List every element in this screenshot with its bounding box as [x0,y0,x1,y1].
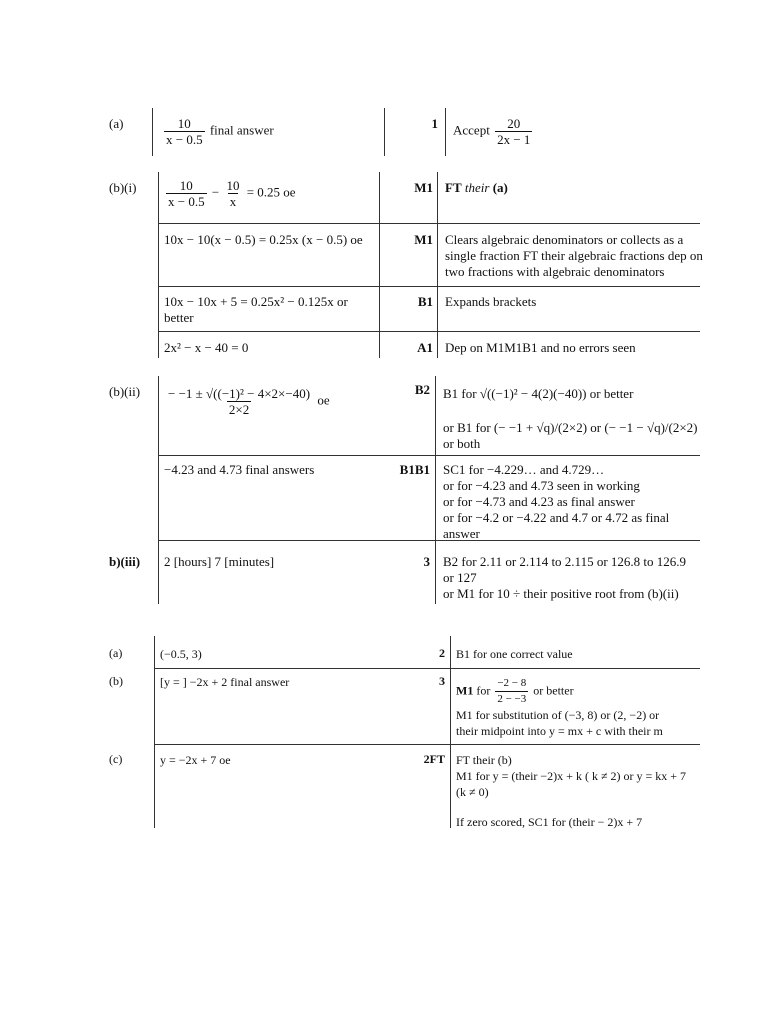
bii-row1-answer: $\frac{\text{− −1 ± √((−1)² − 4×2×−40)}}{2\times 2}$ oe [168,386,330,417]
q2-a-mark: 2 [439,646,445,660]
row-divider [154,668,700,669]
bi-row3-mark: B1 [417,294,433,309]
part-a-label: (a) [109,116,124,131]
table-rule [450,636,451,828]
q2-c-mark: 2FT [423,752,445,766]
q2-part-c-label: (c) [109,752,123,766]
table-rule [445,108,446,156]
q2-b-answer: [y = ] −2x + 2 final answer [160,675,290,689]
bi-row3-answer: 10x − 10x + 5 = 0.25x² − 0.125x or better [164,294,348,325]
bii-row2-guidance: SC1 for −4.229… and 4.729… or for −4.23 and 4.73 seen in working or for −4.73 and 4.23 as final answer or for −4.2 or −4.22 and 4.7 or 4.72 as final answer [443,462,670,541]
part-a-guidance: Accept $\frac{20}{2x - 1}$ [453,116,531,147]
q2-c-answer: y = −2x + 7 oe [160,753,231,767]
table-rule [154,636,155,828]
q2-part-b-label: (b) [109,674,123,688]
bi-row4-mark: A1 [417,340,433,355]
bi-row2-answer: 10x − 10(x − 0.5) = 0.25x (x − 0.5) oe [164,232,363,247]
part-a-answer: $\frac{10}{x - 0.5}$ final answer [166,116,274,147]
bi-row2-guidance: Clears algebraic denominators or collects as a single fraction FT their algebraic fractions dep on two fractions with algebraic denominators [445,232,703,279]
bii-row2-mark: B1B1 [399,462,430,477]
bi-row4-answer: 2x² − x − 40 = 0 [164,340,249,355]
table-rule [435,540,436,604]
bi-row2-mark: M1 [414,232,433,247]
q2-a-answer: (−0.5, 3) [160,647,202,661]
row-divider [154,744,700,745]
row-divider [158,331,700,332]
bi-row1-answer: $\frac{10}{x - 0.5}$ − $\frac{10}{x}$ = 0.25 oe [168,178,296,209]
biii-guidance: B2 for 2.11 or 2.114 to 2.115 or 126.8 to 126.9 or 127 or M1 for 10 ÷ their positive root from (b)(ii) [443,554,687,601]
bii-row1-guidance-line2: or B1 for (− −1 + √q)/(2×2) or (− −1 − √q)/(2×2) or both [443,420,698,451]
table-rule [152,108,153,156]
biii-answer: 2 [hours] 7 [minutes] [164,554,275,569]
row-divider [158,223,700,224]
q2-a-guidance: B1 for one correct value [456,647,573,661]
row-divider [158,540,700,541]
bii-row1-mark: B2 [414,382,430,397]
bi-row1-guidance: FT their (a) [445,180,508,195]
row-divider [158,286,700,287]
bii-row2-answer: −4.23 and 4.73 final answers [164,462,315,477]
q2-b-mark: 3 [439,674,445,688]
part-bii-label: (b)(ii) [109,384,141,399]
table-rule [158,376,159,540]
biii-mark: 3 [423,554,430,569]
bi-row3-guidance: Expands brackets [445,294,537,309]
bi-row1-mark: M1 [414,180,433,195]
table-rule [384,108,385,156]
bii-row1-guidance-line1: B1 for √((−1)² − 4(2)(−40)) or better [443,386,634,401]
part-a-mark: 1 [431,116,438,131]
bi-row4-guidance: Dep on M1M1B1 and no errors seen [445,340,636,355]
q2-c-guidance: FT their (b) M1 for y = (their −2)x + k ( k ≠ 2) or y = kx + 7 (k ≠ 0) If zero scored, SC1 for (their − 2)x + 7 [456,753,687,829]
q2-b-guidance: M1 for $\frac{-2 - 8}{2 - -3}$ or better M1 for substitution of (−3, 8) or (2, −2) or their midpoint into y = mx + c with their m [456,677,663,738]
part-bi-label: (b)(i) [109,180,137,195]
table-rule [158,540,159,604]
q2-part-a-label: (a) [109,646,123,660]
row-divider [158,455,700,456]
part-biii-label: b)(iii) [109,554,141,569]
table-rule [435,376,436,540]
